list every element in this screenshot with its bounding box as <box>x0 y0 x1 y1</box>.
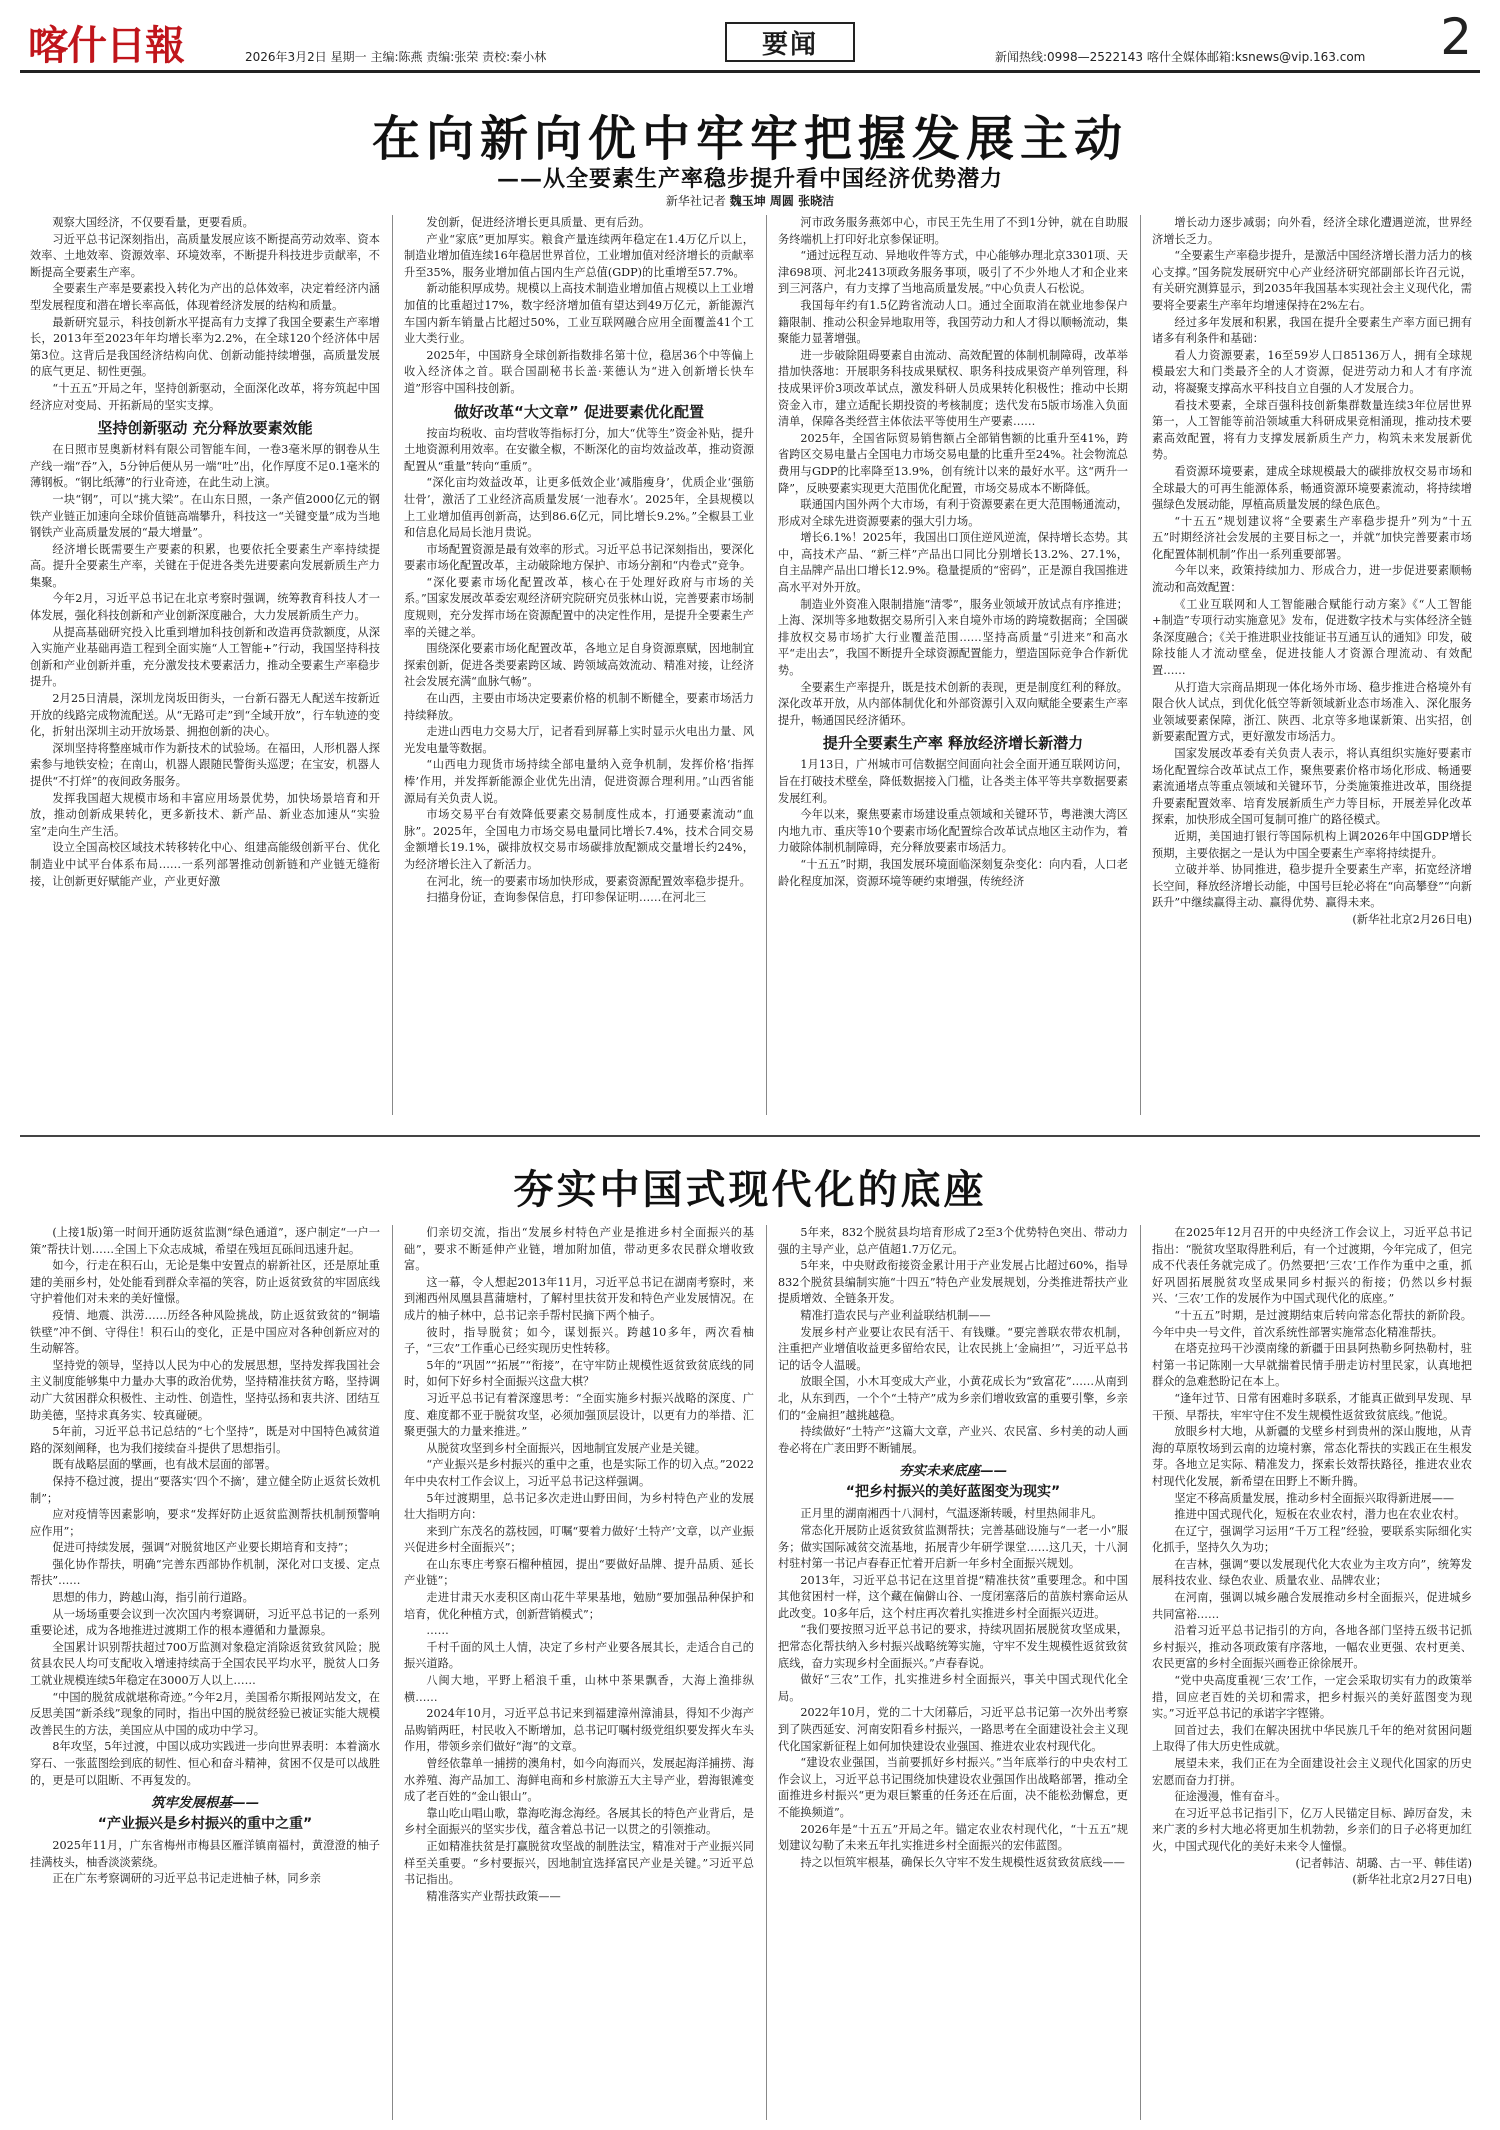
paragraph: 2026年是“十五五”开局之年。锚定农业农村现代化，“十五五”规划建议勾勒了未来五年扎实推进乡村全面振兴的宏伟蓝图。 <box>778 1822 1128 1853</box>
paragraph: 经济增长既需要生产要素的积累，也要依托全要素生产率持续提高。提升全要素生产率，关键在于促进各类先进要素向发展新质生产力集聚。 <box>30 542 380 589</box>
byline-names: 魏玉坤 周圆 张晓洁 <box>729 194 835 208</box>
header-rule <box>20 70 1480 73</box>
paragraph: 增长动力逐步减弱；向外看，经济全球化遭遇逆流，世界经济增长乏力。 <box>1152 216 1472 246</box>
paragraph: 坚定不移高质量发展，推动乡村全面振兴取得新进展—— <box>1174 1491 1455 1505</box>
a1c2-heading: 做好改革“大文章” 促进要素优化配置 <box>454 402 704 421</box>
paragraph: 河市政务服务燕郊中心，市民王先生用了不到1分钟，就在自助服务终端机上打印好北京参保证明。 <box>778 216 1128 246</box>
paragraph: 在塔克拉玛干沙漠南缘的新疆于田县阿热勒乡阿热勒村，驻村第一书记陈刚一大早就揣着民情手册走访村里民家，认真地把群众的急难愁盼记在本上。 <box>1152 1342 1472 1389</box>
section-label: 要闻 <box>725 22 855 62</box>
paragraph: 坚持党的领导，坚持以人民为中心的发展思想，坚持发挥我国社会主义制度能够集中力量办大事的政治优势，坚持精准扶贫方略，坚持调动广大贫困群众积极性、主动性、创造性，坚持弘扬和衷共济、团结互助美德，坚持求真务实、较真碰硬。 <box>30 1358 380 1422</box>
column-divider <box>766 1225 767 2120</box>
article1-column-2 <box>404 215 754 1115</box>
paragraph: 2月25日清晨，深圳龙岗坂田街头，一台新石器无人配送车按新近开放的线路完成物流配送。从“无路可走”到“全域开放”，行车轨迹的变化，折射出深圳主动开放场景、拥抱创新的决心。 <box>30 692 380 739</box>
paragraph: 发挥我国超大规模市场和丰富应用场景优势，加快场景培育和开放，推动创新成果转化，更多新技术、新产品、新业态加速从“实验室”走向生产生活。 <box>30 791 380 838</box>
paragraph: 从打造大宗商品期现一体化场外市场、稳步推进合格境外有限合伙人试点，到优化低空等新领域新业态市场准入、深化服务业领域要素保障，浙江、陕西、北京等多地谋新策、出实招，创新要素配置方式，更好激发市场活力。 <box>1152 680 1472 744</box>
paragraph: 近期，美国迪打银行等国际机构上调2026年中国GDP增长预期，主要依据之一是认为中国全要素生产率将持续提升。 <box>1152 829 1472 860</box>
paragraph: 2024年10月，习近平总书记来到福建漳州漳浦县，得知不少海产品购销两旺，村民收入不断增加，总书记叮嘱村级党组织要发挥火车头作用，带领乡亲们做好“海”的文章。 <box>404 1707 754 1754</box>
paragraph: “十五五”时期，是过渡期结束后转向常态化帮扶的新阶段。今年中央一号文件，首次系统性部署实施常态化精准帮扶。 <box>1152 1308 1472 1339</box>
paragraph: 全要素生产率提升，既是技术创新的表现，更是制度红利的释放。深化改革开放，从内部体制优化和外部资源引入双向赋能全要素生产率提升，畅通国民经济循环。 <box>778 680 1128 727</box>
section-rule <box>20 1135 1480 1137</box>
paragraph: 这一幕，令人想起2013年11月，习近平总书记在湖南考察时，来到湘西州凤凰县菖蒲塘村，了解村里扶贫开发和特色产业发展情况。在成片的柚子林中，总书记亲手帮村民摘下两个柚子。 <box>404 1275 754 1322</box>
paragraph: “我们要按照习近平总书记的要求，持续巩固拓展脱贫攻坚成果，把常态化帮扶纳入乡村振兴战略统筹实施，守牢不发生规模性返贫致贫底线，奋力实现乡村全面振兴。”卢春春说。 <box>778 1623 1128 1670</box>
paragraph: “全要素生产率稳步提升，是激活中国经济增长潜力活力的核心支撑。”国务院发展研究中心产业经济研究部副部长许召元说，有关研究测算显示，到2035年我国基本实现社会主义现代化，需要将全要素生产率年均增速保持在2%左右。 <box>1152 249 1472 312</box>
paragraph: 沿着习近平总书记指引的方向，各地各部门坚持五级书记抓乡村振兴，推动各项政策有序落地，一幅农业更强、农村更美、农民更富的乡村全面振兴画卷正徐徐展开。 <box>1152 1624 1472 1671</box>
paragraph: 从一场场重要会议到一次次国内考察调研，习近平总书记的一系列重要论述，成为各地推进过渡期工作的根本遵循和力量源泉。 <box>30 1607 380 1638</box>
paragraph: 5年来，中央财政衔接资金累计用于产业发展占比超过60%，指导832个脱贫县编制实施“十四五”特色产业发展规划，分类推进帮扶产业提质增效、全链条开发。 <box>778 1259 1128 1306</box>
paragraph: 2013年，习近平总书记在这里首提“精准扶贫”重要理念。和中国其他贫困村一样，这个藏在偏僻山谷、一度闭塞落后的苗族村寨命运从此改变。10多年后，这个村庄再次着扎实推进乡村全面振兴迈进。 <box>778 1573 1128 1620</box>
paragraph: 2025年11月，广东省梅州市梅县区雁洋镇南福村，黄澄澄的柚子挂满枝头，柚香淡淡萦绕。 <box>30 1839 380 1869</box>
paragraph: 思想的伟力，跨越山海，指引前行道路。 <box>52 1591 254 1605</box>
byline-prefix: 新华社记者 <box>665 194 726 208</box>
a2c3b-paras <box>778 1506 1128 1871</box>
paragraph: 展望未来，我们正在为全面建设社会主义现代化国家的历史宏愿而奋力打拼。 <box>1152 1757 1472 1787</box>
paragraph: 2025年，中国跻身全球创新指数排名第十位，稳居36个中等偏上收入经济体之首。联合国副秘书长盖·莱德认为“进入创新增长快车道”形容中国科技创新。 <box>404 348 754 395</box>
a1c2-paras <box>404 215 754 398</box>
paragraph: 征途漫漫，惟有奋斗。 <box>1174 1790 1287 1804</box>
paragraph: 在日照市昱奥新材料有限公司智能车间，一卷3毫米厚的钢卷从生产线一端“吞”入，5分钟后便从另一端“吐”出，化作厚度不足0.1毫米的薄钢板。“钢比纸薄”的行业奇迹，在此生动上演。 <box>30 443 380 490</box>
paragraph: 进一步破除阻碍要素自由流动、高效配置的体制机制障碍，改革举措加快落地：开展职务科技成果赋权、职务科技成果资产单列管理，科技成果评价3项改革试点，激发科研人员成果转化积极性；推动中长期资金入市，建立适配长期投资的考核制度；迭代发布5版市场准入负面清单，保障各类经营主体依法平等使用生产要素…… <box>778 348 1128 429</box>
column-divider <box>392 1225 393 2120</box>
paragraph: 经过多年发展和积累，我国在提升全要素生产率方面已拥有诸多有利条件和基础： <box>1152 315 1472 346</box>
paragraph: 我国每年约有1.5亿跨省流动人口。通过全面取消在就业地参保户籍限制、推动公积金异地取用等，我国劳动力和人才得以顺畅流动，集聚能力显著增强。 <box>778 298 1128 346</box>
paragraph: 2025年，全国省际贸易销售额占全部销售额的比重升至41%，跨省跨区交易电量占全国电力市场交易电量的比重升至24%。社会物流总费用与GDP的比率降至13.9%，创有统计以来的最好水平。这“两升一降”，反映要素实现更大范围优化配置，市场交易成本不断降低。 <box>778 431 1128 495</box>
a2c3-paras <box>778 1225 1128 1457</box>
paragraph: 今年以来，政策持续加力、形成合力，进一步促进要素顺畅流动和高效配置： <box>1152 564 1472 595</box>
paragraph: “通过远程互动、异地收件等方式，中心能够办理北京3301项、天津698项、河北2413项政务服务事项，吸引了不少外地人才和企业来到三河落户，有力支撑了当地高质量发展。”中心负责人石松说。 <box>778 249 1128 296</box>
paragraph: “深化亩均效益改革，让更多低效企业‘减脂瘦身’，优质企业‘强筋壮骨’，激活了工业经济高质量发展‘一池春水’。2025年，全县规模以上工业增加值再创新高，达到86.6亿元，同比增长9.2%。”全椒县工业和信息化局局长池月贵说。 <box>404 476 754 540</box>
paragraph: 制造业外资准入限制措施“清零”，服务业领域开放试点有序推进；上海、深圳等多地数据交易所引入来自境外市场的跨境数据商；全国碳排放权交易市场扩大行业覆盖范围……坚持高质量“引进来”和高水平“走出去”，我国不断提升全球资源配置能力，塑造国际竞争合作新优势。 <box>778 597 1128 678</box>
article2-title: 夯实中国式现代化的底座 <box>513 1166 987 1213</box>
paragraph: 增长6.1%！2025年，我国出口顶住逆风逆流，保持增长态势。其中，高技术产品、“新三样”产品出口同比分别增长13.2%、27.1%，自主品牌产品出口增长12.9%。稳量提质的“密码”，正是源自我国推进高水平对外开放。 <box>778 531 1128 595</box>
paragraph: 市场交易平台有效降低要素交易制度性成本，打通要素流动“血脉”。2025年，全国电力市场交易电量同比增长7.4%，技术合同交易金额增长19.1%，碳排放权交易市场碳排放配额成交量增长约24%，为经济增长注入了新活力。 <box>404 808 754 871</box>
paragraph: “深化要素市场化配置改革，核心在于处理好政府与市场的关系。”国家发展改革委宏观经济研究院研究员张林山说，完善要素市场制度规则，充分发挥市场在资源配置中的决定性作用，是提升全要素生产率的关键之举。 <box>404 575 754 639</box>
paragraph: 国家发展改革委有关负责人表示，将认真组织实施好要素市场化配置综合改革试点工作，聚焦要素价格市场化形成、畅通要素流通堵点等重点领域和关键环节，分类施策推进改革，围绕提升要素配置效率、培育发展新质生产力等目标，开展差异化改革探索，加快形成全国可复制可推广的路径模式。 <box>1152 747 1472 827</box>
paragraph: 在山西，主要由市场决定要素价格的机制不断健全，要素市场活力持续释放。 <box>404 692 754 722</box>
paragraph: 走进山西电力交易大厅，记者看到屏幕上实时显示火电出力量、风光发电量等数据。 <box>404 725 754 755</box>
paragraph: 在辽宁，强调学习运用“千万工程”经验，要联系实际细化实化抓手，坚持久久为功； <box>1152 1524 1472 1555</box>
a2c1-paras <box>30 1225 380 1789</box>
paragraph: (上接1版)第一时间开通防返贫监测“绿色通道”，逐户制定“一户一策”帮扶计划……全国上下众志成城，希望在残垣瓦砾间迅速升起。 <box>30 1226 380 1256</box>
page-number: 2 <box>1440 8 1472 66</box>
paragraph: 设立全国高校区域技术转移转化中心、组建高能级创新平台、优化制造业中试平台体系布局……一系列部署推动创新链和产业链无缝衔接，让创新更好赋能产业，产业更好激 <box>30 841 380 888</box>
paragraph: 推进中国式现代化，短板在农业农村，潜力也在农业农村。 <box>1174 1508 1466 1522</box>
paragraph: 在习近平总书记指引下，亿万人民锚定目标、踔厉奋发，未来广袤的乡村大地必将更加生机勃勃，乡亲们的日子必将更加红火，中国式现代化的美好未来令人憧憬。 <box>1152 1806 1472 1853</box>
paragraph: 一块“钢”，可以“挑大梁”。在山东日照，一条产值2000亿元的钢铁产业链正加速向全球价值链高端攀升，科技这一“关键变量”成为当地钢铁产业高质量发展的“最大增量”。 <box>30 492 380 540</box>
paragraph: 5年前，习近平总书记总结的“七个坚持”，既是对中国特色减贫道路的深刻阐释，也为我们接续奋斗提供了思想指引。 <box>30 1425 380 1455</box>
paragraph: 彼时，指导脱贫；如今，谋划振兴。跨越10多年，两次看柚子，“三农”工作重心已经实现历史性转移。 <box>404 1325 754 1356</box>
a2c1-kicker: 筑牢发展根基—— <box>151 1795 259 1812</box>
paragraph: 常态化开展防止返贫致贫监测帮扶；完善基础设施与“一老一小”服务；做实国际减贫交流基地，拓展青少年研学课堂……这几天，十八洞村驻村第一书记卢春春正忙着开启新一年乡村全面振兴规划。 <box>778 1523 1128 1571</box>
a2-reporters: (记者韩洁、胡璐、古一平、韩佳诺) <box>1295 1856 1472 1870</box>
paragraph: 持之以恒筑牢根基，确保长久守牢不发生规模性返贫致贫底线—— <box>800 1855 1125 1869</box>
a2c3-heading: “把乡村振兴的美好蓝图变为现实” <box>845 1484 1061 1501</box>
paragraph: 从提高基础研究投入比重到增加科技创新和改造再贷款额度，从深入实施产业基础再造工程到全面实施“人工智能+”行动，我国坚持科技创新和产业创新并重，充分激发技术要素活力，推动全要素生产率稳步提升。 <box>30 625 380 689</box>
paragraph: 5年的“巩固”“拓展”“衔接”，在守牢防止规模性返贫致贫底线的同时，如何下好乡村全面振兴这盘大棋？ <box>404 1358 754 1389</box>
paragraph: …… <box>426 1624 449 1638</box>
paragraph: 做好“三农”工作，扎实推进乡村全面振兴，事关中国式现代化全局。 <box>778 1673 1128 1703</box>
paragraph: 疫情、地震、洪涝……历经各种风险挑战，防止返贫致贫的“铜墙铁壁”冲不倒、守得住！积石山的变化，正是中国应对各种创新应对的生动解答。 <box>30 1308 380 1356</box>
paragraph: 在河南，强调以城乡融合发展推动乡村全面振兴，促进城乡共同富裕…… <box>1152 1591 1472 1621</box>
article1-byline <box>0 192 1500 209</box>
a1c2b-paras <box>404 426 754 907</box>
paragraph: 1月13日，广州城市可信数据空间面向社会全面开通互联网访问，旨在打破技术壁垒，降低数据接入门槛，让各类主体平等共享数据要素发展红利。 <box>778 758 1128 805</box>
a1c3b-paras <box>778 757 1128 890</box>
paragraph: “山西电力现货市场持续全部电量纳入竞争机制，发挥价格‘指挥棒’作用，并发挥新能源企业优先出清，促进资源合理利用。”山西省能源局有关负责人说。 <box>404 758 754 805</box>
column-divider <box>1140 1225 1141 2120</box>
newspaper-logo: 喀什日報 <box>28 22 184 69</box>
article2-column-4 <box>1152 1225 1472 2120</box>
a1c3-paras <box>778 215 1128 729</box>
paragraph: 八闽大地，平野上稻浪千重，山林中茶果飘香，大海上渔排纵横…… <box>404 1674 754 1704</box>
article2-column-1 <box>30 1225 380 2120</box>
paragraph: 应对疫情等因素影响，要求“发挥好防止返贫监测帮扶机制预警响应作用”； <box>30 1508 380 1538</box>
paragraph: 持续做好“土特产”这篇大文章，产业兴、农民富、乡村美的动人画卷必将在广袤田野不断铺展。 <box>778 1425 1128 1455</box>
article1-subtitle: ——从全要素生产率稳步提升看中国经济优势潜力 <box>496 166 1003 192</box>
article2-column-3 <box>778 1225 1128 2120</box>
paragraph: 曾经依靠单一捕捞的澳角村，如今向海而兴，发展起海洋捕捞、海水养殖、海产品加工、海鲜电商和乡村旅游五大主导产业，碧海银滩变成了老百姓的“金山银山”。 <box>404 1757 754 1804</box>
paragraph: “逢年过节、日常有困难时多联系，才能真正做到早发现、早干预、早帮扶，牢牢守住不发生规模性返贫致贫底线。”他说。 <box>1152 1391 1472 1422</box>
paragraph: 靠山吃山唱山歌，靠海吃海念海经。各展其长的特色产业背后，是乡村全面振兴的坚实步伐，蕴含着总书记一以贯之的引领推动。 <box>404 1806 754 1837</box>
a2c3-kicker: 夯实未来底座—— <box>899 1463 1007 1480</box>
paragraph: “十五五”规划建议将“全要素生产率稳步提升”列为“十五五”时期经济社会发展的主要目标之一，并就“加快完善要素市场化配置体制机制”作出一系列重要部署。 <box>1152 514 1472 561</box>
article1-column-4 <box>1152 215 1472 1115</box>
paragraph: 来到广东茂名的荔枝园，叮嘱“要着力做好‘土特产’文章，以产业振兴促进乡村全面振兴”； <box>404 1524 754 1555</box>
paragraph: “产业振兴是乡村振兴的重中之重，也是实际工作的切入点。”2022年中央农村工作会议上，习近平总书记这样强调。 <box>404 1458 754 1488</box>
paragraph: 看技术要素，全球百强科技创新集群数量连续3年位居世界第一，人工智能等前沿领域重大科研成果竞相涌现，推动技术要素高效配置，将有力支撑发展新质生产力，构筑未来发展新优势。 <box>1152 398 1472 462</box>
paragraph: 正在广东考察调研的习近平总书记走进柚子林，同乡亲 <box>52 1872 321 1886</box>
paragraph: 《工业互联网和人工智能融合赋能行动方案》《“人工智能+制造”专项行动实施意见》发布，促进数字技术与实体经济全链条深度融合；《关于推进职业技能证书互通互认的通知》印发，破除技能人才流动壁垒，促进技能人才资源合理流动、有效配置…… <box>1152 597 1472 678</box>
paragraph: 回首过去，我们在解决困扰中华民族几千年的绝对贫困问题上取得了伟大历史性成就。 <box>1152 1723 1472 1754</box>
paragraph: 看人力资源要素，16至59岁人口85136万人，拥有全球规模最宏大和门类最齐全的人才资源，促进劳动力和人才有序流动，将凝聚支撑高水平科技自立自强的人才发展合力。 <box>1152 348 1472 395</box>
paragraph: 全要素生产率是要素投入转化为产出的总体效率，决定着经济内涵型发展程度和潜在增长率高低，体现着经济发展的结构和质量。 <box>30 282 380 312</box>
column-divider <box>766 215 767 1115</box>
paragraph: “党中央高度重视‘三农’工作，一定会采取切实有力的政策举措，回应老百姓的关切和需求，把乡村振兴的美好蓝图变为现实。”习近平总书记的承诺字字铿锵。 <box>1152 1674 1472 1721</box>
paragraph: 观察大国经济，不仅要看量，更要看质。 <box>52 216 254 229</box>
paragraph: 按亩均税收、亩均营收等指标打分，加大“优等生”资金补贴，提升土地资源利用效率。在安徽全椒，不断深化的亩均效益改革，推动资源配置从“重量”转向“重质”。 <box>404 426 754 473</box>
a2c1-heading: “产业振兴是乡村振兴的重中之重” <box>97 1816 313 1833</box>
paragraph: 如今，行走在积石山，无论是集中安置点的崭新社区，还是原址重建的美丽乡村，处处能看到群众幸福的笑容，防止返贫致贫的牢固底线守护着他们对未来的美好憧憬。 <box>30 1259 380 1306</box>
article2-column-2 <box>404 1225 754 2120</box>
paragraph: 5年来，832个脱贫县均培育形成了2至3个优势特色突出、带动力强的主导产业，总产值超1.7万亿元。 <box>778 1226 1128 1256</box>
paragraph: 强化协作帮扶，明确“完善东西部协作机制，深化对口支援、定点帮扶”…… <box>30 1557 380 1588</box>
a2c1b-paras <box>30 1838 380 1888</box>
a1c3-heading: 提升全要素生产率 释放经济增长新潜力 <box>822 734 1084 753</box>
paragraph: 放眼乡村大地，从新疆的戈壁乡村到贵州的深山腹地，从青海的草原牧场到云南的边境村寨，常态化帮扶的实践正在生根发芽。各地立足实际、精准发力，探索长效帮扶路径，推进农业农村现代化发展，新希望在田野上不断升腾。 <box>1152 1425 1472 1488</box>
paragraph: 扫描身份证，查询参保信息，打印参保证明……在河北三 <box>426 891 707 905</box>
paragraph: 习近平总书记深刻指出，高质量发展应该不断提高劳动效率、资本效率、土地效率、资源效率、环境效率，不断提升科技进步贡献率，不断提高全要素生产率。 <box>30 232 380 279</box>
paragraph: 新动能积厚成势。规模以上高技术制造业增加值占规模以上工业增加值的比重超过17%，数字经济增加值有望达到49万亿元，新能源汽车国内新车销量占比超过50%，工业互联网融合应用全面覆盖41个工业大类行业。 <box>404 282 754 346</box>
column-divider <box>392 215 393 1115</box>
a1c1-heading: 坚持创新驱动 充分释放要素效能 <box>97 419 313 438</box>
a1c1b-paras <box>30 442 380 890</box>
paragraph: 最新研究显示，科技创新水平提高有力支撑了我国全要素生产率增长，2013年至2023年年均增长率为2.2%，在全球120个经济体中居第3位。这背后是我国经济结构向优、创新动能持续增强，高质量发展的底气更足、韧性更强。 <box>30 315 380 379</box>
column-divider <box>1140 215 1141 1115</box>
paragraph: 今年2月，习近平总书记在北京考察时强调，统筹教育科技人才一体发展，强化科技创新和产业创新深度融合，大力发展新质生产力。 <box>30 592 380 623</box>
paragraph: 精准打造农民与产业利益联结机制—— <box>800 1308 991 1322</box>
paragraph: 们亲切交流，指出“发展乡村特色产业是推进乡村全面振兴的基础”，要求不断延伸产业链，增加附加值，带动更多农民群众增收致富。 <box>404 1226 754 1273</box>
paragraph: “十五五”时期，我国发展环境面临深刻复杂变化：向内看，人口老龄化程度加深，资源环境等硬约束增强，传统经济 <box>778 857 1128 888</box>
a2c2-paras <box>404 1225 754 1905</box>
paragraph: 发展乡村产业要让农民有活干、有钱赚。“要完善联农带农机制，注重把产业增值收益更多留给农民，让农民挑上‘金扁担’”，习近平总书记的话令人温暖。 <box>778 1325 1128 1372</box>
paragraph: 千村千面的风土人情，决定了乡村产业要各展其长，走适合自己的振兴道路。 <box>404 1640 754 1671</box>
paragraph: 走进甘肃天水麦积区南山花牛苹果基地，勉励“要加强品种保护和培育，优化种植方式，创新营销模式”； <box>404 1591 754 1621</box>
paragraph: 联通国内国外两个大市场，有利于资源要素在更大范围畅通流动，形成对全球先进资源要素的强大引力场。 <box>778 498 1128 528</box>
paragraph: “十五五”开局之年，坚持创新驱动，全面深化改革，将夯筑起中国经济应对变局、开拓新局的坚实支撑。 <box>30 381 380 412</box>
paragraph: 习近平总书记有着深邃思考：“全面实施乡村振兴战略的深度、广度、难度都不亚于脱贫攻坚，必须加强顶层设计，以更有力的举措、汇聚更强大的力量来推进。” <box>404 1391 754 1439</box>
a2-dateline: (新华社北京2月27日电) <box>1352 1873 1472 1887</box>
a1c1-paras <box>30 215 380 414</box>
paragraph: 围绕深化要素市场化配置改革，各地立足自身资源禀赋，因地制宜探索创新，促进各类要素跨区域、跨领域高效流动、精准对接，让经济社会发展充满“血脉气畅”。 <box>404 642 754 689</box>
paragraph: 既有战略层面的擘画，也有战术层面的部署。 <box>52 1458 277 1472</box>
issue-meta: 2026年3月2日 星期一 主编:陈燕 责编:张荣 责校:秦小林 <box>245 50 547 64</box>
article1-title: 在向新向优中牢牢把握发展主动 <box>371 111 1128 167</box>
paragraph: 在河北，统一的要素市场加快形成，要素资源配置效率稳步提升。 <box>426 874 751 888</box>
paragraph: 看资源环境要素，建成全球规模最大的碳排放权交易市场和全球最大的可再生能源体系，畅通资源环境要素流动，将持续增强绿色发展动能，厚植高质量发展的绿色底色。 <box>1152 464 1472 512</box>
article1-column-1 <box>30 215 380 1115</box>
paragraph: 全国累计识别帮扶超过700万监测对象稳定消除返贫致贫风险；脱贫县农民人均可支配收入增速持续高于全国农民平均水平，脱贫人口务工就业规模连续5年稳定在3000万人以上…… <box>30 1640 380 1688</box>
paragraph: 产业“家底”更加厚实。粮食产量连续两年稳定在1.4万亿斤以上，制造业增加值连续16年稳居世界首位，工业增加值对经济增长的贡献率升至35%，服务业增加值占国内生产总值(GDP)的比重增至57.7%。 <box>404 232 754 279</box>
paragraph: 正月里的湖南湘西十八洞村，气温逐渐转暖，村里热闹非凡。 <box>800 1507 1103 1521</box>
paragraph: 正如精准扶贫是打赢脱贫攻坚战的制胜法宝，精准对于产业振兴同样至关重要。“乡村要振兴，因地制宜选择富民产业是关键。”习近平总书记指出。 <box>404 1839 754 1887</box>
a1-dateline: (新华社北京2月26日电) <box>1352 912 1472 926</box>
paragraph: 在山东枣庄考察石榴种植园，提出“要做好品牌、提升品质、延长产业链”； <box>404 1557 754 1588</box>
masthead <box>20 8 1480 70</box>
paragraph: 放眼全国，小木耳变成大产业，小黄花成长为“致富花”……从南到北，从东到西，一个个“土特产”成为乡亲们增收致富的重要引擎，乡亲们的“金扁担”越挑越稳。 <box>778 1375 1128 1422</box>
paragraph: 2022年10月，党的二十大闭幕后，习近平总书记第一次外出考察到了陕西延安、河南安阳看乡村振兴，一路思考在全面建设社会主义现代化国家新征程上如何加快建设农业强国、推进农业农村现代化。 <box>778 1706 1128 1753</box>
paragraph: 发创新，促进经济增长更具质量、更有后劲。 <box>426 216 651 229</box>
paragraph: 市场配置资源是最有效率的形式。习近平总书记深刻指出，要深化要素市场化配置改革，主动破除地方保护、市场分割和“内卷式”竞争。 <box>404 542 754 573</box>
a2c4-paras <box>1152 1225 1472 1856</box>
paragraph: “中国的脱贫成就堪称奇迹。”今年2月，美国希尔斯报网站发文，在反思美国“新杀线”现象的同时，指出中国的脱贫经验已被证实能大规模改善民生的方法，美国应从中国的成功中学习。 <box>30 1690 380 1737</box>
paragraph: 促进可持续发展，强调“对脱贫地区产业要长期培育和支持”； <box>52 1541 355 1555</box>
paragraph: 从脱贫攻坚到乡村全面振兴，因地制宜发展产业是关键。 <box>426 1441 707 1455</box>
paragraph: 在吉林，强调“要以发展现代化大农业为主攻方向”，统筹发展科技农业、绿色农业、质量农业、品牌农业； <box>1152 1557 1472 1588</box>
a1c4-paras <box>1152 215 1472 912</box>
article1-column-3 <box>778 215 1128 1115</box>
paragraph: 深圳坚持将整座城市作为新技术的试验场。在福田，人形机器人探索参与地铁安检；在南山，机器人跟随民警街头巡逻；在宝安，机器人提供“不打烊”的夜间政务服务。 <box>30 741 380 788</box>
paragraph: 8年攻坚，5年过渡，中国以成功实践进一步向世界表明：本着滴水穿石、一张蓝图绘到底的韧性、恒心和奋斗精神，贫困不仅是可以战胜的，更是可以阻断、不再复发的。 <box>30 1740 380 1787</box>
paragraph: 保持不稳过渡，提出“要落实‘四个不摘’，建立健全防止返贫长效机制”； <box>30 1474 380 1505</box>
paragraph: 立破并举、协同推进，稳步提升全要素生产率，拓宽经济增长空间，释放经济增长动能，中国号巨轮必将在“向高攀登”“向新跃升”中继续赢得主动、赢得优势、赢得未来。 <box>1152 863 1472 910</box>
paragraph: “建设农业强国，当前要抓好乡村振兴。”当年底举行的中央农村工作会议上，习近平总书记围绕加快建设农业强国作出战略部署，推动全面推进乡村振兴“更为艰巨繁重的任务还在后面，决不能松劲懈怠，更不能换频道”。 <box>778 1756 1128 1819</box>
paragraph: 5年过渡期里，总书记多次走进山野田间，为乡村特色产业的发展壮大指明方向： <box>404 1491 754 1522</box>
paragraph: 在2025年12月召开的中央经济工作会议上，习近平总书记指出：“脱贫攻坚取得胜利后，有一个过渡期，今年完成了，但完成不代表任务就完成了。仍然要把‘三农’工作作为重中之重，抓好巩固拓展脱贫攻坚成果同乡村振兴的衔接；仍然以乡村振兴、‘三农’工作的发展作为中国式现代化的底座。” <box>1152 1226 1472 1306</box>
paragraph: 精准落实产业帮扶政策—— <box>426 1889 561 1903</box>
paragraph: 今年以来，聚焦要素市场建设重点领域和关键环节，粤港澳大湾区内地九市、重庆等10个要素市场化配置综合改革试点地区主动作为，着力破除体制机制障碍，充分释放要素市场活力。 <box>778 808 1128 855</box>
contact-info: 新闻热线:0998—2522143 喀什全媒体邮箱:ksnews@vip.163.com <box>995 50 1366 64</box>
